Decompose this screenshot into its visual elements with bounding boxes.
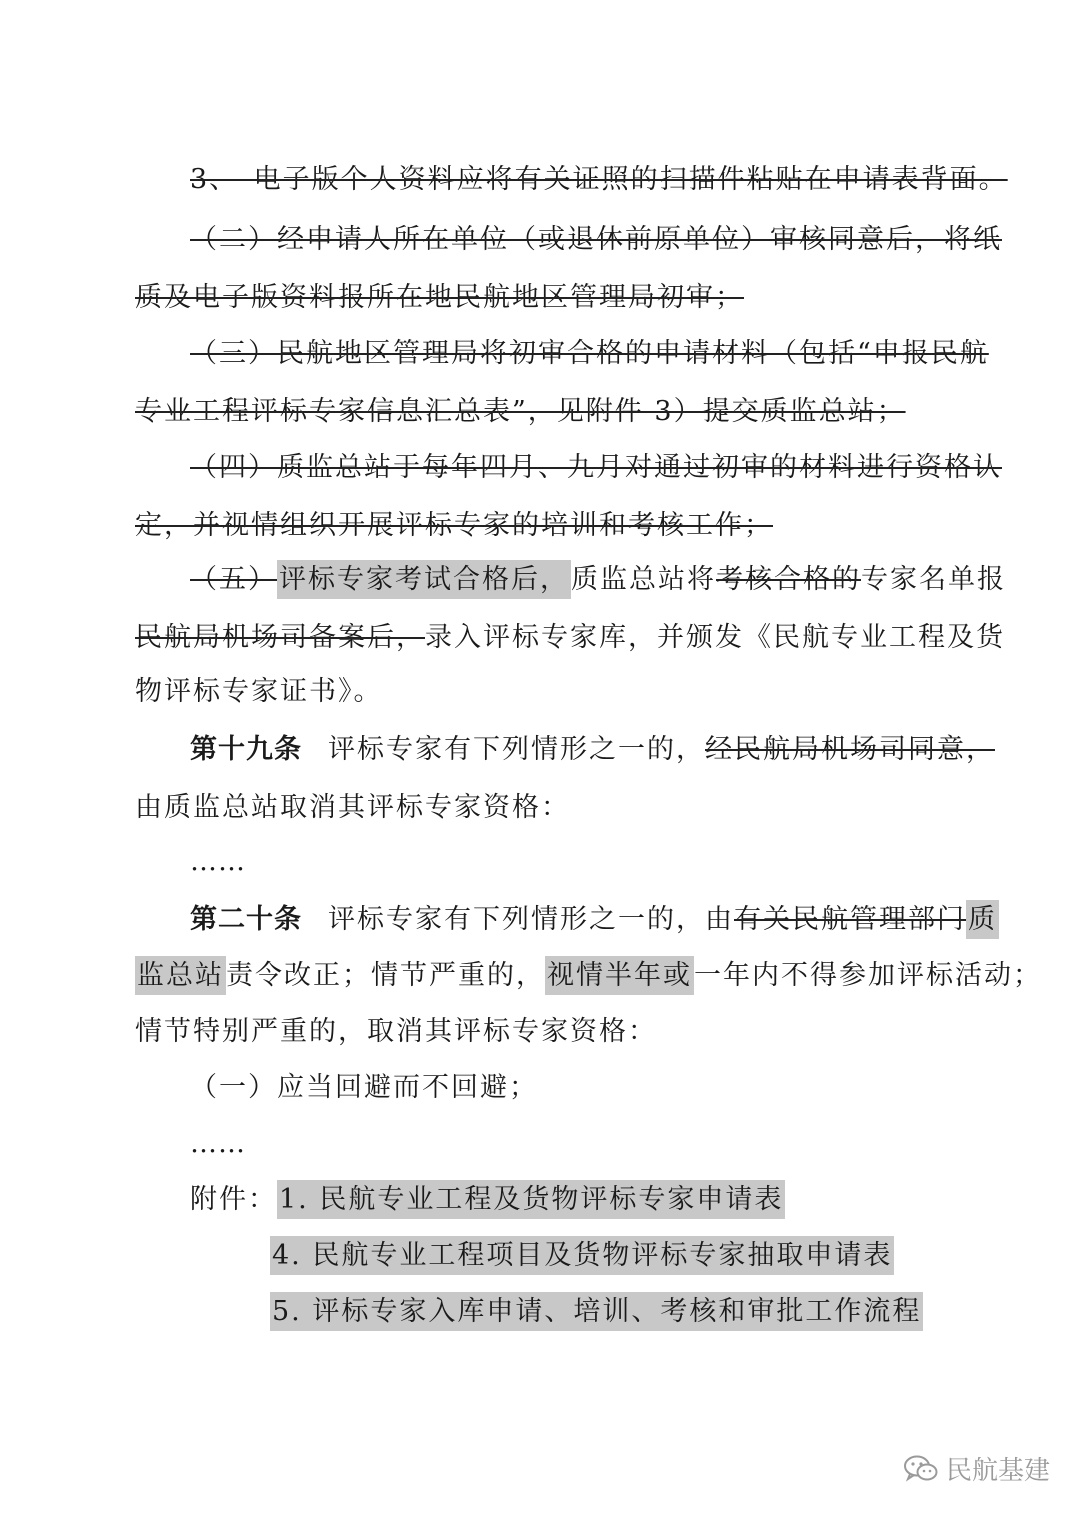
wechat-icon [904,1455,938,1483]
attachments-row-3 [270,1292,923,1332]
highlight-jian-zong-zhan: 监总站 [135,956,226,995]
ellipsis-2 [190,1124,246,1164]
watermark-text: 民航基建 [945,1456,1050,1486]
item-3-deleted [190,160,1008,200]
item-1-text: （一）应当回避而不回避； [190,1072,538,1103]
article-20-text: 评标专家有下列情形之一的，由 [328,904,734,935]
item-5-line1 [190,560,1006,600]
item-3b-line1 [190,334,989,374]
item-5-line2-text: 录入评标专家库，并颁发《民航专业工程及货 [425,622,1005,653]
item-3b-line2 [135,392,906,432]
highlight-exam-pass: 评标专家考试合格后， [277,560,571,599]
attachment-1: 1. 民航专业工程及货物评标专家申请表 [277,1180,785,1219]
item-2-line2-text: 质及电子版资料报所在地民航地区管理局初审； [135,282,744,313]
item-4-line1-text: （四）质监总站于每年四月、九月对通过初审的材料进行资格认 [190,452,1002,483]
ellipsis-2-text: …… [190,1128,246,1159]
article-20-line2-a: 责令改正；情节严重的， [226,960,545,991]
attachments-label: 附件： [190,1184,277,1215]
item-5-deleted-text: 考核合格的 [716,564,861,595]
item-5-line2-deleted: 民航局机场司备案后， [135,622,425,653]
item-4-line1 [190,448,1002,488]
item-2-line1-text: （二）经申请人所在单位（或退休前原单位）审核同意后，将纸 [190,224,1002,255]
highlight-zhi: 质 [966,900,999,939]
item-2-line2 [135,278,744,318]
ellipsis-1 [190,842,246,882]
watermark [904,1450,1050,1487]
item-5-line3 [135,672,383,712]
article-20-line2-b: 一年内不得参加评标活动； [694,960,1042,991]
article-20-line1 [190,900,999,940]
item-5-line3-text: 物评标专家证书》。 [135,676,383,707]
article-19-deleted: 经民航局机场司同意， [705,734,995,765]
article-20-line3-text: 情节特别严重的，取消其评标专家资格： [135,1016,657,1047]
item-2-line1 [190,220,1002,260]
item-5-line2 [135,618,1005,658]
article-19-line1 [190,730,995,770]
item-5-number: （五） [190,564,277,595]
ellipsis-1-text: …… [190,846,246,877]
attachments-row-1 [190,1180,785,1220]
item-3b-line2-text: 专业工程评标专家信息汇总表”，见附件 3）提交质监总站； [135,396,906,427]
article-19-text: 评标专家有下列情形之一的， [328,734,705,765]
article-20-line2 [135,956,1042,996]
item-3b-line1-text: （三）民航地区管理局将初审合格的申请材料（包括“申报民航 [190,338,989,369]
highlight-half-year: 视情半年或 [545,956,694,995]
article-20-deleted: 有关民航管理部门 [734,904,966,935]
article-19-line2 [135,788,570,828]
item-1-avoidance [190,1068,538,1108]
attachment-4: 4. 民航专业工程项目及货物评标专家抽取申请表 [270,1236,894,1275]
item-5-tail-text: 专家名单报 [861,564,1006,595]
attachment-5: 5. 评标专家入库申请、培训、考核和审批工作流程 [270,1292,923,1331]
article-19-title: 第十九条 [190,734,302,765]
attachments-row-2 [270,1236,894,1276]
item-5-mid-text: 质监总站将 [571,564,716,595]
article-20-title: 第二十条 [190,904,302,935]
article-20-line3 [135,1012,657,1052]
item-3-text: 3、 电子版个人资料应将有关证照的扫描件粘贴在申请表背面。 [190,164,1008,195]
item-4-line2-text: 定，并视情组织开展评标专家的培训和考核工作； [135,510,773,541]
item-4-line2 [135,506,773,546]
article-19-line2-text: 由质监总站取消其评标专家资格： [135,792,570,823]
